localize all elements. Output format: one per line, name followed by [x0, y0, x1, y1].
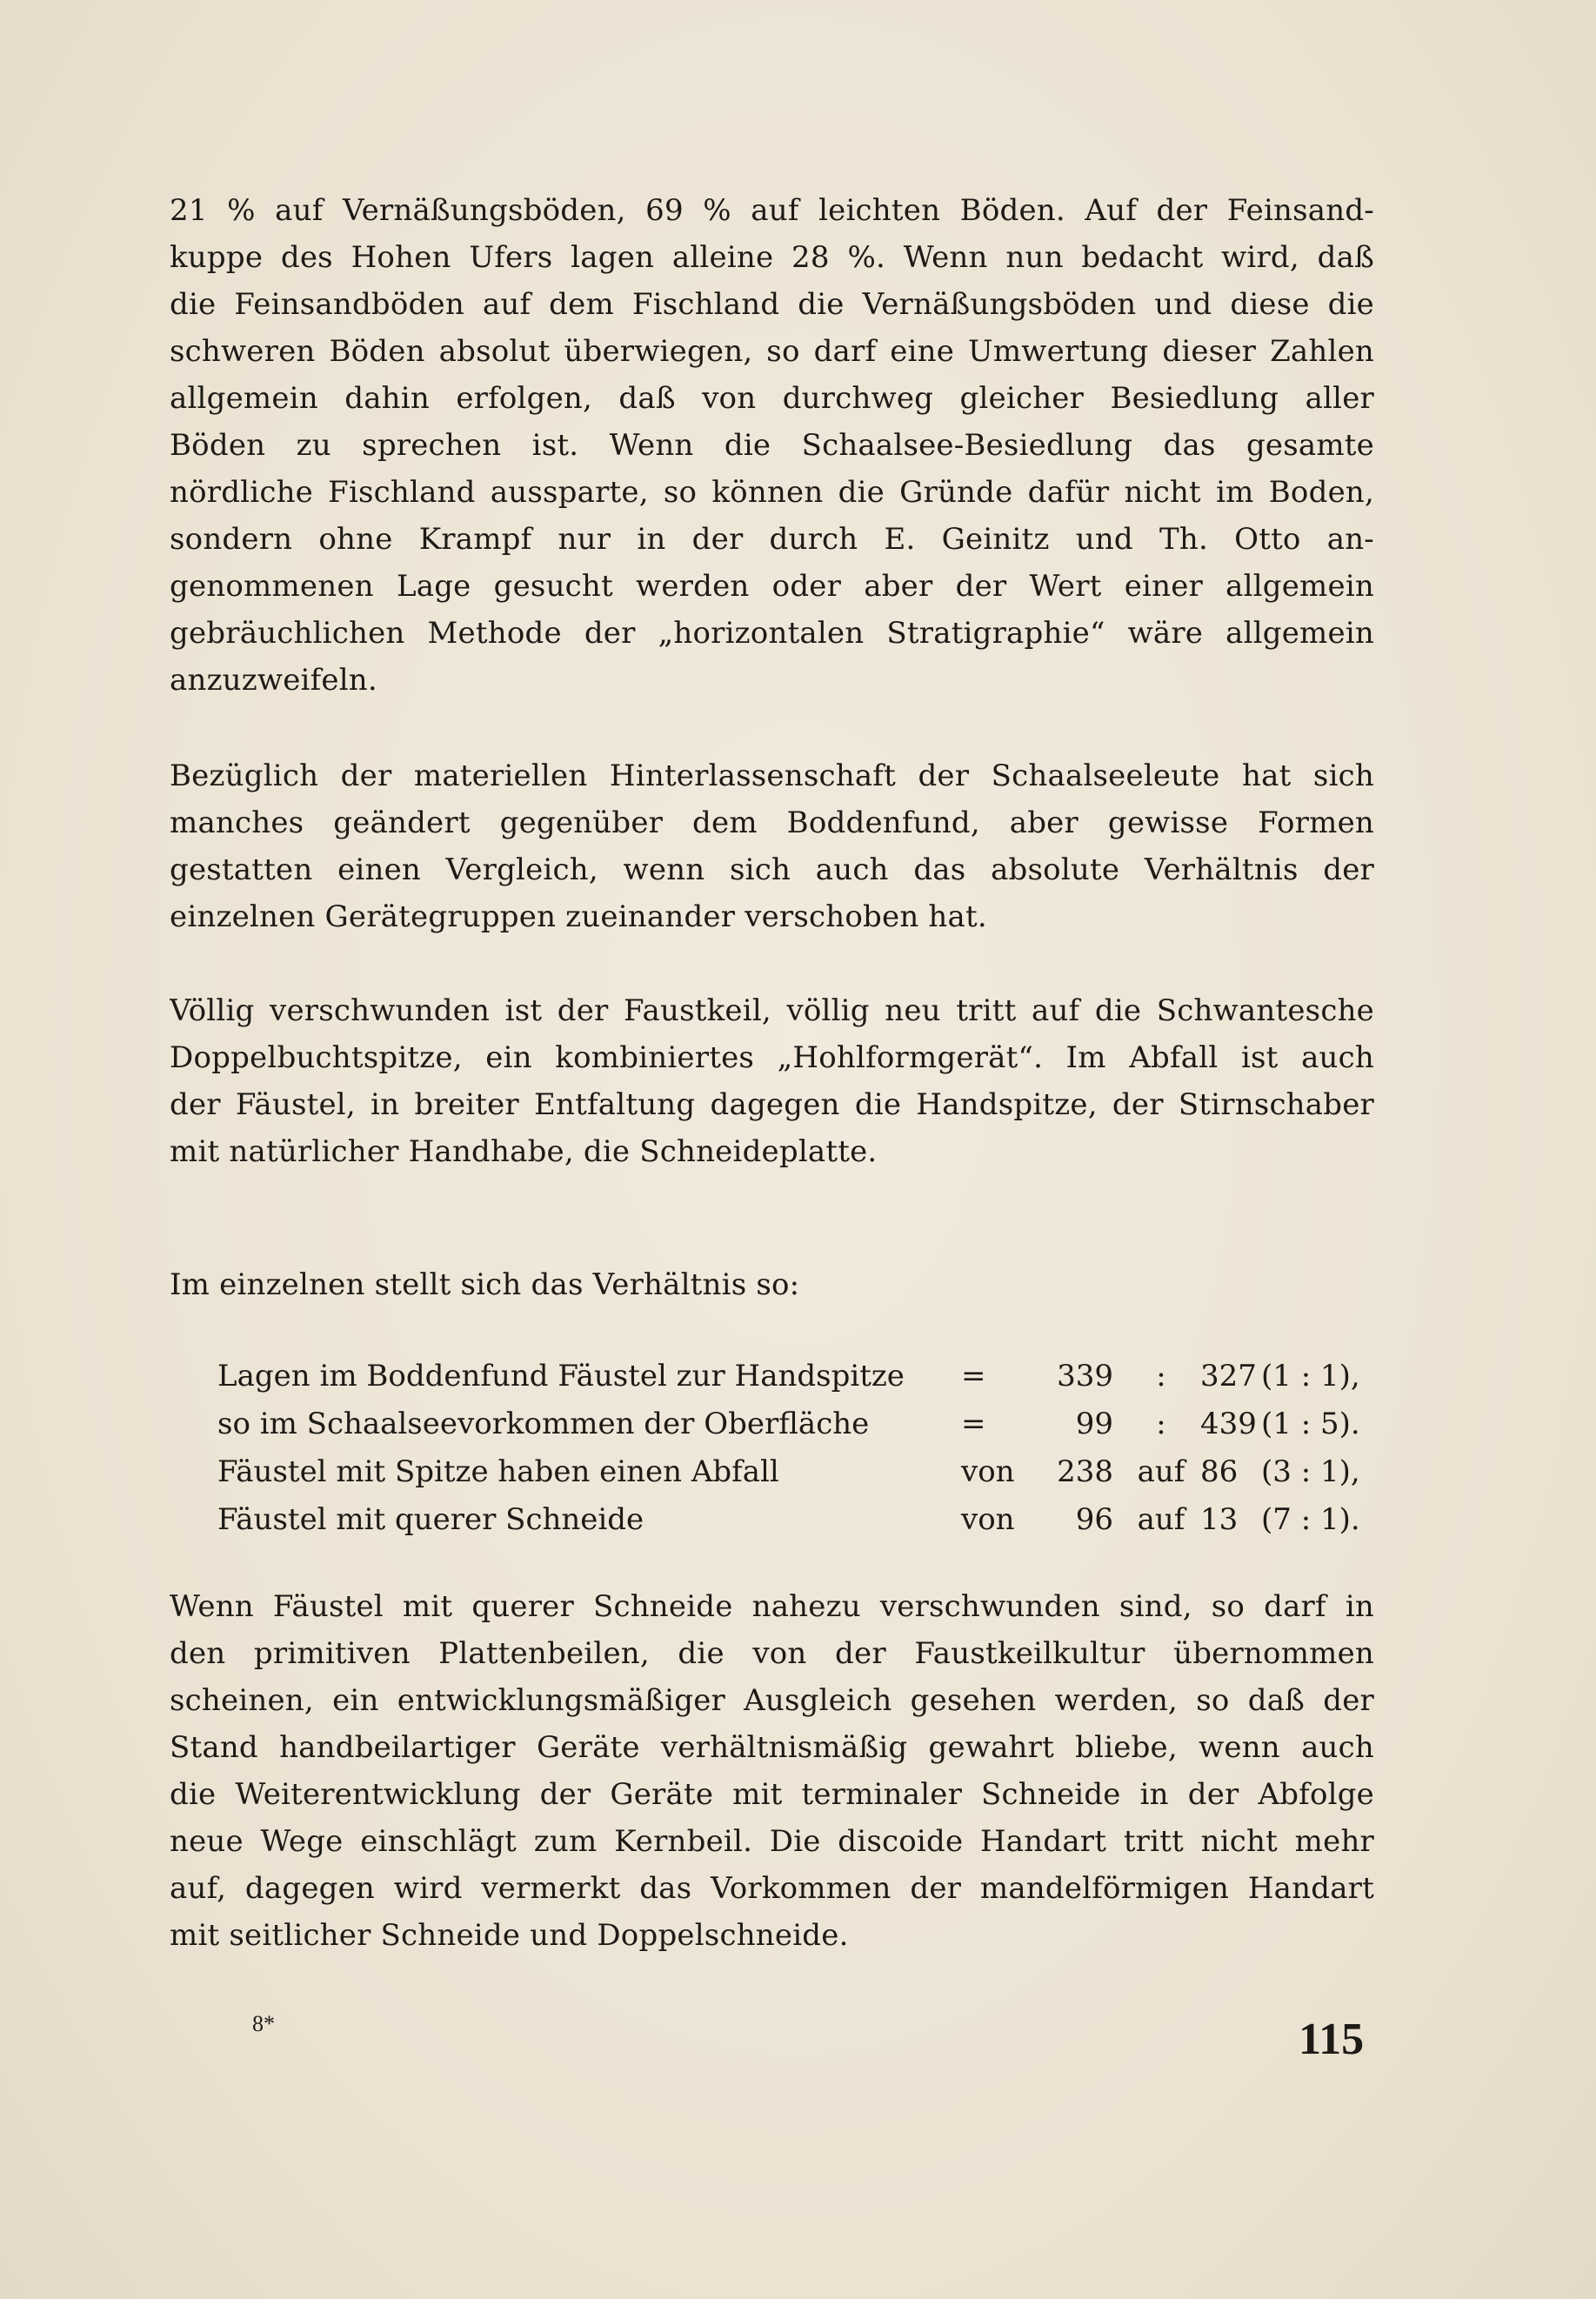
row-value-a: 238: [1057, 1454, 1113, 1489]
text-line: den primitiven Plattenbeilen, die von der Faustkeilkultur übernommen: [170, 1636, 1374, 1671]
text-line: manches geändert gegenüber dem Boddenfund, aber gewisse Formen: [170, 805, 1374, 840]
text-line: die Feinsandböden auf dem Fischland die Vernäßungsböden und diese die: [170, 287, 1374, 322]
text-line: anzuzweifeln.: [170, 663, 377, 698]
row-separator: auf: [1137, 1502, 1185, 1537]
text-line: gestatten einen Vergleich, wenn sich auch das absolute Verhältnis der: [170, 852, 1374, 887]
text-line: Bezüglich der materiellen Hinterlassenschaft der Schaalseeleute hat sich: [170, 759, 1374, 793]
row-operator: von: [961, 1502, 1015, 1537]
text-line: 21 % auf Vernäßungsböden, 69 % auf leichten Böden. Auf der Feinsand-: [170, 193, 1374, 228]
row-operator: von: [961, 1454, 1015, 1489]
text-line: genommenen Lage gesucht werden oder aber der Wert einer allgemein: [170, 569, 1374, 604]
row-value-b: 327: [1200, 1359, 1257, 1393]
text-line: schweren Böden absolut überwiegen, so darf eine Umwertung dieser Zahlen: [170, 334, 1374, 369]
page-number: 115: [1299, 2015, 1365, 2064]
row-separator: :: [1156, 1407, 1166, 1441]
row-value-a: 96: [1075, 1502, 1113, 1537]
row-ratio: (7 : 1).: [1261, 1502, 1360, 1537]
text-line: Doppelbuchtspitze, ein kombiniertes „Hohlformgerät“. Im Abfall ist auch: [170, 1040, 1374, 1075]
text-line: Stand handbeilartiger Geräte verhältnismäßig gewahrt bliebe, wenn auch: [170, 1730, 1374, 1765]
text-line: Wenn Fäustel mit querer Schneide nahezu verschwunden sind, so darf in: [170, 1589, 1374, 1624]
row-label: so im Schaalseevorkommen der Oberfläche: [217, 1407, 870, 1441]
text-line: der Fäustel, in breiter Entfaltung dagegen die Handspitze, der Stirnschaber: [170, 1087, 1374, 1122]
table-row: [217, 1353, 1383, 1400]
row-label: Fäustel mit Spitze haben einen Abfall: [217, 1454, 779, 1489]
text-line: neue Wege einschlägt zum Kernbeil. Die discoide Handart tritt nicht mehr: [170, 1824, 1374, 1859]
text-line: sondern ohne Krampf nur in der durch E. Geinitz und Th. Otto an-: [170, 522, 1374, 557]
text-line: mit natürlicher Handhabe, die Schneideplatte.: [170, 1134, 878, 1169]
text-line: kuppe des Hohen Ufers lagen alleine 28 %. Wenn nun bedacht wird, daß: [170, 240, 1374, 275]
text-line: nördliche Fischland aussparte, so können die Gründe dafür nicht im Boden,: [170, 475, 1374, 510]
text-line: gebräuchlichen Methode der „horizontalen Stratigraphie“ wäre allgemein: [170, 616, 1374, 651]
table-row: [217, 1448, 1383, 1495]
row-separator: :: [1156, 1359, 1166, 1393]
row-ratio: (1 : 5).: [1261, 1407, 1360, 1441]
text-line: die Weiterentwicklung der Geräte mit terminaler Schneide in der Abfolge: [170, 1777, 1374, 1812]
row-ratio: (1 : 1),: [1261, 1359, 1360, 1393]
row-value-b: 86: [1200, 1454, 1239, 1489]
text-line: einzelnen Gerätegruppen zueinander verschoben hat.: [170, 899, 987, 934]
row-label: Lagen im Boddenfund Fäustel zur Handspitze: [217, 1359, 905, 1393]
text-line: Völlig verschwunden ist der Faustkeil, völlig neu tritt auf die Schwantesche: [170, 993, 1374, 1028]
text-line: mit seitlicher Schneide und Doppelschneide.: [170, 1918, 849, 1953]
signature-mark: 8*: [252, 2011, 275, 2036]
row-ratio: (3 : 1),: [1261, 1454, 1360, 1489]
text-line: allgemein dahin erfolgen, daß von durchweg gleicher Besiedlung aller: [170, 381, 1374, 416]
row-value-b: 439: [1200, 1407, 1257, 1441]
text-line: Böden zu sprechen ist. Wenn die Schaalsee-Besiedlung das gesamte: [170, 428, 1374, 463]
row-operator: =: [961, 1359, 986, 1393]
text-line: auf, dagegen wird vermerkt das Vorkommen der mandelförmigen Handart: [170, 1871, 1374, 1906]
row-value-a: 339: [1057, 1359, 1113, 1393]
row-separator: auf: [1137, 1454, 1185, 1489]
row-label: Fäustel mit querer Schneide: [217, 1502, 644, 1537]
text-line: Im einzelnen stellt sich das Verhältnis so:: [170, 1267, 800, 1302]
table-row: [217, 1400, 1383, 1447]
text-line: scheinen, ein entwicklungsmäßiger Ausgleich gesehen werden, so daß der: [170, 1683, 1374, 1718]
row-value-b: 13: [1200, 1502, 1239, 1537]
row-value-a: 99: [1075, 1407, 1113, 1441]
table-row: [217, 1496, 1383, 1543]
row-operator: =: [961, 1407, 986, 1441]
